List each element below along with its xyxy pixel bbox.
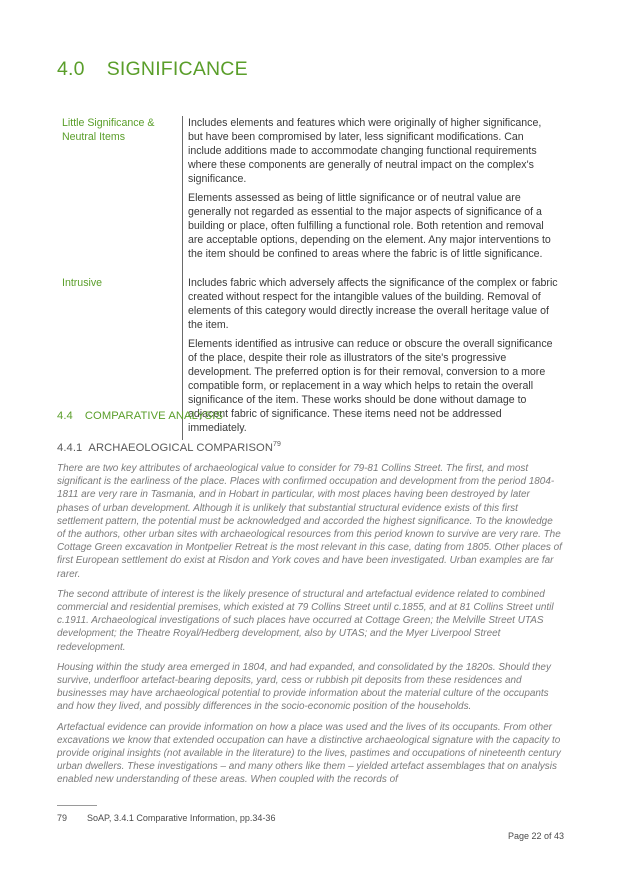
definition-body [182,116,558,269]
body-paragraph: There are two key attributes of archaeological value to consider for 79-81 Collins Street. The first, and most significant is the earliness of the place. Places with confirmed occupation and development from the period 1804-1811 are very rare in Tasmania, and in Hobart in particular, with most places having been destroyed by later phases of urban development. Although it is unlikely that substantial structural evidence exists of this first settlement pattern, the potential must be acknowledged and accorded the highest significance. To the knowledge of the authors, other urban sites with archaeological resources from this period known to survive are very rare. The Cottage Green excavation in Montpelier Retreat is the most relevant in this case, dating from 1805. Other places of first European settlement do exist at Risdon and York coves and have been investigated. Urban examples are far rarer. [57,463,562,580]
body-paragraph: The second attribute of interest is the likely presence of structural and artefactual evidence related to combined commercial and residential premises, which existed at 79 Collins Street until c.1855, and at 81 Collins Street until c.1911. Archaeological investigations of such places have occurred at Cottage Green; the Melville Street UTAS development; the Theatre Royal/Hedberg development, also by UTAS; and the Myer Liverpool Street redevelopment. [57,588,554,653]
body-paragraph: Housing within the study area emerged in 1804, and had expanded, and consolidated by the 1820s. Should they survive, underfloor artefact-bearing deposits, yard, cess or rubbish pit deposits from these residences and businesses may have archaeological potential to provide information about the material culture of the occupants and how they lived, and possibly differences in the socio-economic position of the households. [57,661,551,713]
definition-row-little-significance [62,116,562,269]
page-title [57,58,248,81]
footnote-number: 79 [57,813,68,823]
section-heading [57,410,223,422]
definition-paragraph: Elements assessed as being of little significance or of neutral value are generally not regarded as essential to the major aspects of significance of a building or place, often fulfilling a functional role. Both retention and removal are acceptable options, depending on the element. Any major interventions to the item should be confined to areas where the fabric is of little significance. [188,192,551,260]
term-line: Intrusive [62,277,103,289]
section-title: COMPARATIVE ANALYSIS [84,410,224,422]
term-line: Little Significance & [62,117,155,129]
page-number: Page 22 of 43 [507,831,564,841]
definition-paragraph: Includes elements and features which were originally of higher significance, but have been compromised by later, less significant modifications. Can include additions made to accommodate changing functional requirements where these components are generally of neutral impact on the complex's significance. [188,117,542,185]
body-paragraph: Artefactual evidence can provide information on how a place was used and the lives of its occupants. From other excavations we know that extended occupation can have a distinctive archaeological signature with the capacity to provide original insights (not available in the literature) to the lives, pastimes and occupations of nineteenth century urban dwellers. These investigations – and many others like them – yielded artefact assemblages that on analysis enabled new understanding of these areas. When coupled with the records of [57,721,561,786]
subsection-number: 4.4.1 [57,442,83,454]
definition-paragraph: Elements identified as intrusive can reduce or obscure the overall significance of the place, despite their role as illustrators of the site's progressive development. The preferred option is for their removal, conversion to a more compatible form, or replacement in a way which helps to retain the overall significance of the item. These works should be done without damage to adjacent fabric of significance. These items need not be addressed immediately. [188,338,553,434]
footnote [57,813,275,823]
subsection-heading [57,441,281,454]
footnote-divider [57,805,97,806]
definition-term [62,116,182,269]
definition-paragraph: Includes fabric which adversely affects the significance of the complex or fabric created without respect for the intangible values of the building. Removal of elements of this category would directly increase the overall heritage value of the item. [188,277,558,331]
footnote-text: SoAP, 3.4.1 Comparative Information, pp.34-36 [87,813,276,823]
definition-body [182,269,558,440]
comparison-body [57,462,562,794]
term-line: Neutral Items [62,131,125,143]
section-number: 4.4 [57,410,73,422]
significance-definitions-table [62,116,562,440]
footnote-reference[interactable]: 79 [273,441,282,448]
chapter-title: SIGNIFICANCE [106,58,248,80]
chapter-number: 4.0 [57,58,85,80]
subsection-title: ARCHAEOLOGICAL COMPARISON [88,442,274,454]
